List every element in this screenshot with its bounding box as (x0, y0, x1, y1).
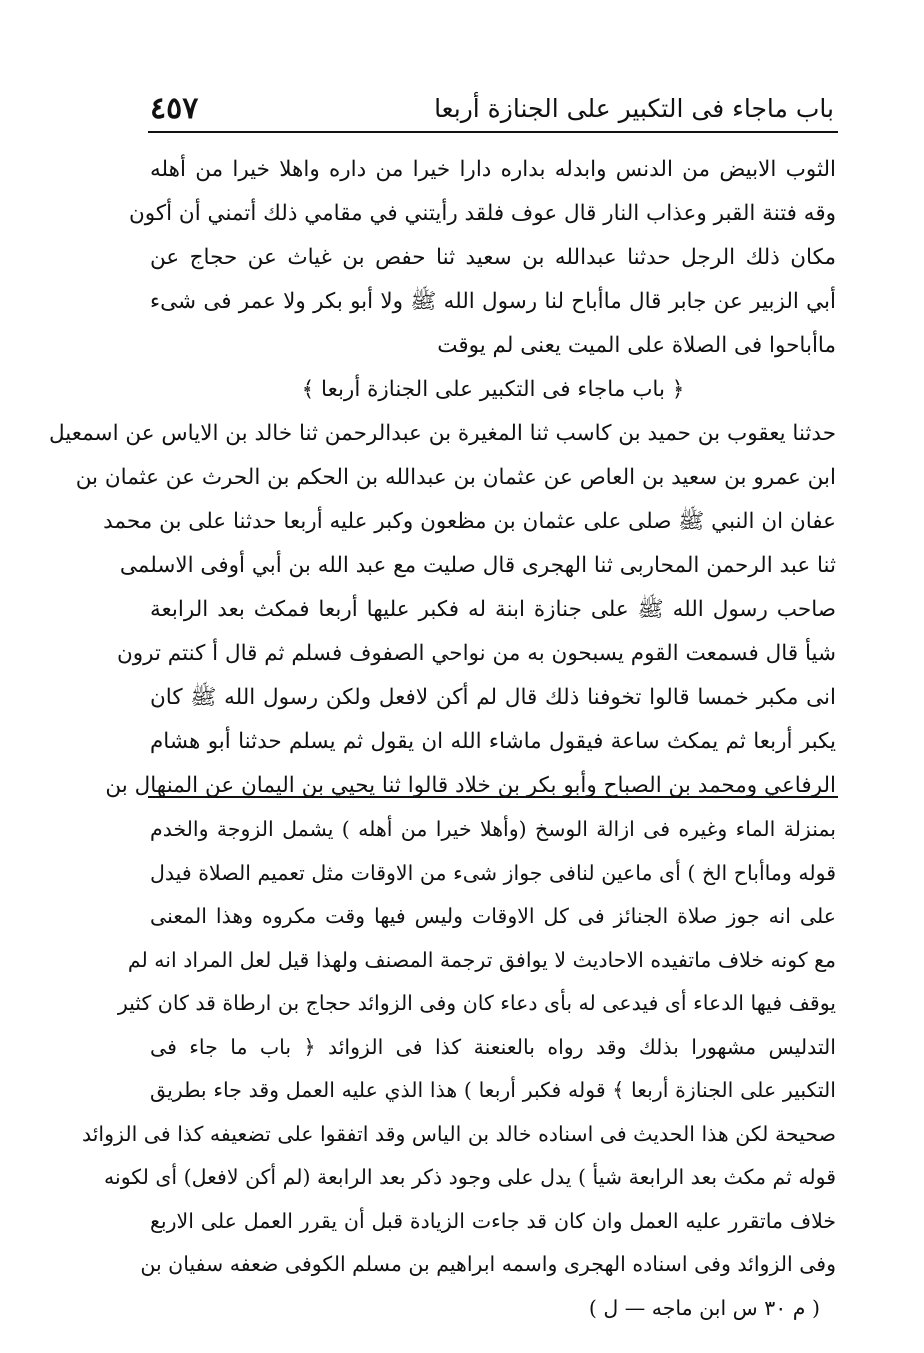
main-text (48, 148, 836, 808)
main-line: ماأباحوا فى الصلاة على الميت يعنى لم يوقت (437, 333, 836, 358)
main-line: ابن عمرو بن سعيد بن العاص عن عثمان بن عبدالله بن الحكم بن الحرث عن عثمان بن (75, 465, 836, 490)
main-line: الرفاعي ومحمد بن الصباح وأبو بكر بن خلاد قالوا ثنا يحيي بن اليمان عن المنهال بن (105, 773, 836, 798)
footnote-line: التدليس مشهورا بذلك وقد رواه بالعنعنة كذا فى الزوائد ﴿ باب ما جاء فى (150, 1034, 836, 1059)
main-line: شيأ قال فسمعت القوم يسبحون به من نواحي الصفوف فسلم ثم قال أ كنتم ترون (116, 641, 836, 666)
page-header (150, 86, 834, 130)
page-number: ٤٥٧ (150, 90, 199, 126)
signature-mark: ( م ٣٠ س ابن ماجه — ل ) (588, 1295, 820, 1320)
footnotes (81, 808, 836, 1330)
footnote-line: يوقف فيها الدعاء أى فيدعى له بأى دعاء كان وفى الزوائد حجاج بن ارطاة قد كان كثير (117, 991, 836, 1015)
footnote-line: على انه جوز صلاة الجنائز فى كل الاوقات وليس فيها وقت مكروه وهذا المعنى (150, 904, 836, 928)
main-line: حدثنا يعقوب بن حميد بن كاسب ثنا المغيرة بن عبدالرحمن ثنا خالد بن الاياس عن اسمعيل (48, 421, 836, 446)
footnote-line: قوله ثم مكث بعد الرابعة شيأ ) يدل على وجود ذكر بعد الرابعة (لم أكن لافعل) أى لكونه (104, 1165, 836, 1189)
main-line: صاحب رسول الله ﷺ على جنازة ابنة له فكبر عليها أربعا فمكث بعد الرابعة (150, 597, 836, 622)
footnote-line: قوله وماأباح الخ ) أى ماعين لنافى جواز شىء من الاوقات مثل تعميم الصلاة فيدل (150, 860, 836, 885)
main-line: وقه فتنة القبر وعذاب النار قال عوف فلقد رأيتني في مقامي ذلك أتمني أن أكون (128, 201, 836, 226)
footnote-line: بمنزلة الماء وغيره فى ازالة الوسخ (وأهلا خيرا من أهله ) يشمل الزوجة والخدم (150, 817, 836, 841)
main-line: عفان ان النبي ﷺ صلى على عثمان بن مظعون وكبر عليه أربعا حدثنا على بن محمد (103, 509, 836, 534)
main-line: ثنا عبد الرحمن المحاربى ثنا الهجرى قال صليت مع عبد الله بن أبي أوفى الاسلمى (119, 553, 836, 578)
footnote-separator (148, 796, 838, 798)
main-line: الثوب الابيض من الدنس وابدله بداره دارا خيرا من داره واهلا خيرا من أهله (150, 157, 836, 182)
main-line: يكبر أربعا ثم يمكث ساعة فيقول ماشاء الله ان يقول ثم يسلم حدثنا أبو هشام (150, 729, 836, 754)
footnote-line: مع كونه خلاف ماتفيده الاحاديث لا يوافق ترجمة المصنف ولهذا قيل لعل المراد انه لم (127, 947, 836, 972)
section-heading: ﴿ باب ماجاء فى التكبير على الجنازة أربعا ﴾ (301, 377, 685, 402)
footnote-line: خلاف ماتقرر عليه العمل وان كان قد جاءت الزيادة قبل أن يقرر العمل على الاربع (150, 1208, 836, 1233)
footnote-line: وفى الزوائد وفى اسناده الهجرى واسمه ابراهيم بن مسلم الكوفى ضعفه سفيان بن (140, 1252, 836, 1276)
main-line: انى مكبر خمسا قالوا تخوفنا ذلك قال لم أكن لافعل ولكن رسول الله ﷺ كان (150, 685, 836, 710)
chapter-title: باب ماجاء فى التكبير على الجنازة أربعا (434, 93, 834, 123)
footnote-line: صحيحة لكن هذا الحديث فى اسناده خالد بن الياس وقد اتفقوا على تضعيفه كذا فى الزوائد (81, 1121, 836, 1146)
main-line: مكان ذلك الرجل حدثنا عبدالله بن سعيد ثنا حفص بن غياث عن حجاج عن (150, 245, 836, 270)
header-rule (148, 131, 838, 133)
footnote-line: التكبير على الجنازة أربعا ﴾ قوله فكبر أربعا ) هذا الذي عليه العمل وقد جاء بطريق (150, 1078, 836, 1102)
main-line: أبي الزبير عن جابر قال ماأباح لنا رسول الله ﷺ ولا أبو بكر ولا عمر فى شىء (150, 289, 836, 314)
